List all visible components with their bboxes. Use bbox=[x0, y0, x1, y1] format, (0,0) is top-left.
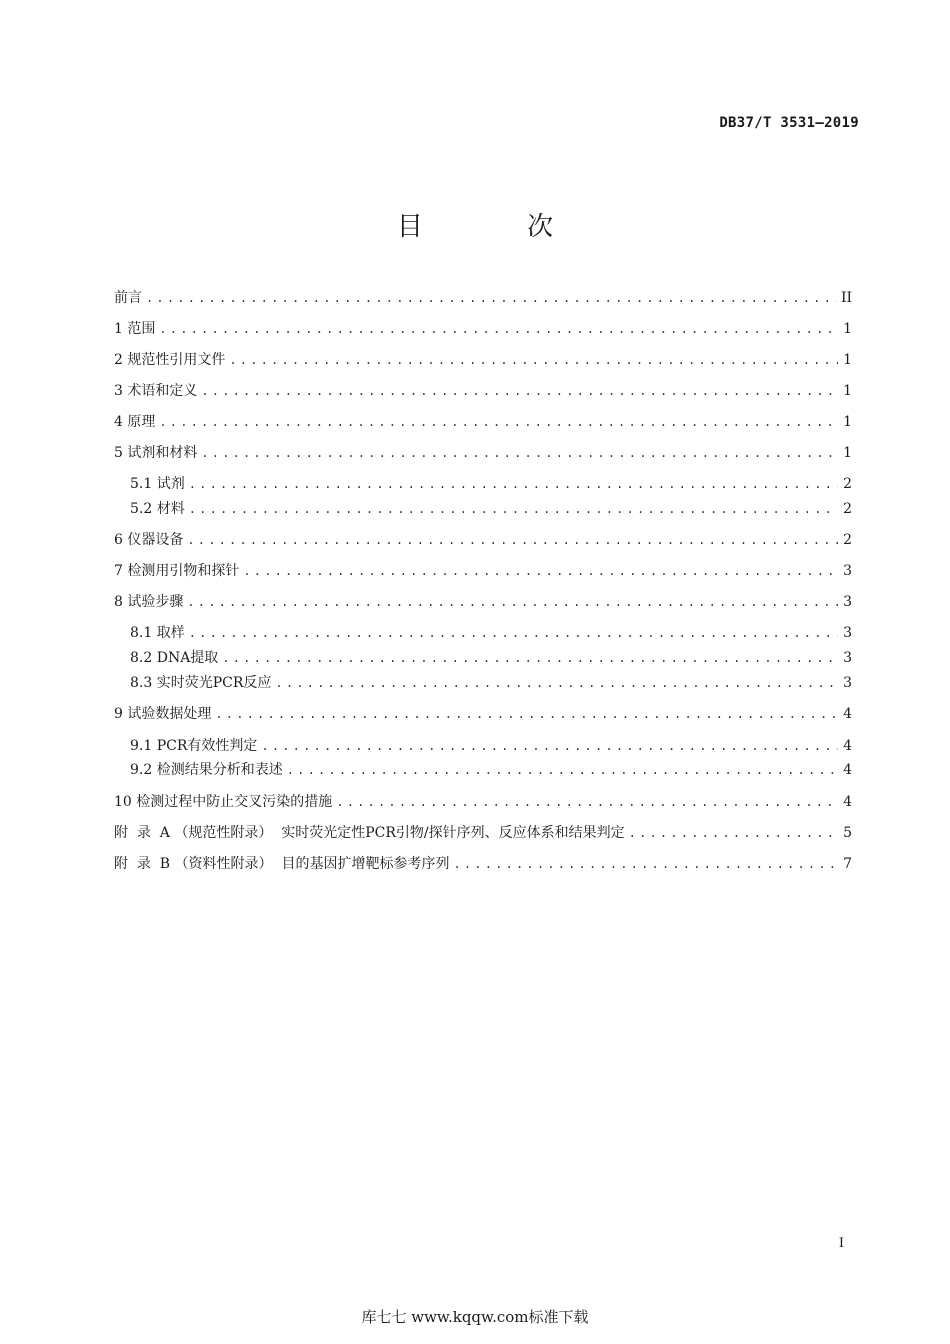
toc-leader bbox=[159, 320, 838, 338]
toc-leader bbox=[229, 351, 838, 369]
document-code: DB37/T 3531—2019 bbox=[719, 115, 859, 131]
toc-item-test-procedure[interactable] bbox=[114, 593, 852, 611]
toc-item-result-analysis[interactable] bbox=[130, 761, 852, 779]
toc-label: 6 仪器设备 bbox=[114, 532, 184, 548]
toc-page-number: 4 bbox=[843, 706, 852, 722]
toc-item-pcr-validity[interactable] bbox=[130, 737, 852, 755]
toc-page-number: 4 bbox=[843, 794, 852, 810]
toc-leader bbox=[243, 562, 838, 580]
toc-label: 附 录 A （规范性附录） 实时荧光定性PCR引物/探针序列、反应体系和结果判定 bbox=[114, 825, 625, 841]
toc-label: 附 录 B （资料性附录） 目的基因扩增靶标参考序列 bbox=[114, 856, 450, 872]
toc-label: 5.1 试剂 bbox=[130, 476, 185, 492]
toc-page-number: 3 bbox=[843, 563, 852, 579]
footer-watermark-text: 库七七 www.kqqw.com标准下载 bbox=[361, 1308, 589, 1326]
toc-leader bbox=[146, 289, 837, 307]
toc-label: 1 范围 bbox=[114, 321, 156, 337]
toc-page-number: 3 bbox=[843, 625, 852, 641]
toc-page-number: 1 bbox=[843, 321, 852, 337]
toc-item-appendix-b[interactable] bbox=[114, 855, 852, 873]
toc-label: 4 原理 bbox=[114, 414, 156, 430]
page-title: 目 次 bbox=[396, 212, 602, 242]
toc-label: 3 术语和定义 bbox=[114, 383, 198, 399]
toc-page-number: 1 bbox=[843, 414, 852, 430]
toc-leader bbox=[453, 855, 838, 873]
toc-leader bbox=[189, 500, 838, 518]
toc-page-number: 4 bbox=[843, 762, 852, 778]
toc-item-materials[interactable] bbox=[130, 500, 852, 518]
toc-leader bbox=[629, 824, 838, 842]
toc-leader bbox=[261, 737, 838, 755]
toc-page-number: 3 bbox=[843, 650, 852, 666]
toc-page-number: 1 bbox=[843, 383, 852, 399]
toc-label: 8.3 实时荧光PCR反应 bbox=[130, 675, 272, 691]
toc-leader bbox=[222, 649, 838, 667]
toc-label: 8.2 DNA提取 bbox=[130, 650, 219, 666]
toc-item-sampling[interactable] bbox=[130, 624, 852, 642]
toc-label: 10 检测过程中防止交叉污染的措施 bbox=[114, 794, 333, 810]
toc-label: 8.1 取样 bbox=[130, 625, 185, 641]
toc-leader bbox=[187, 531, 838, 549]
toc-item-normative-references[interactable] bbox=[114, 351, 852, 369]
toc-leader bbox=[201, 444, 838, 462]
toc-item-appendix-a[interactable] bbox=[114, 824, 852, 842]
toc-item-equipment[interactable] bbox=[114, 531, 852, 549]
toc-item-scope[interactable] bbox=[114, 320, 852, 338]
toc-item-reagents-materials[interactable] bbox=[114, 444, 852, 462]
toc-leader bbox=[336, 793, 838, 811]
toc-item-pcr-reaction[interactable] bbox=[130, 674, 852, 692]
toc-leader bbox=[287, 761, 838, 779]
toc-page-number: 5 bbox=[843, 825, 852, 841]
toc-leader bbox=[187, 593, 838, 611]
toc-leader bbox=[215, 705, 838, 723]
toc-page-number: 3 bbox=[843, 675, 852, 691]
toc-page-number: 7 bbox=[843, 856, 852, 872]
page-number: I bbox=[838, 1236, 844, 1251]
toc-leader bbox=[201, 382, 838, 400]
toc-page-number: 2 bbox=[843, 476, 852, 492]
toc-page-number: 3 bbox=[843, 594, 852, 610]
toc-label: 9 试验数据处理 bbox=[114, 706, 212, 722]
toc-page-number: 2 bbox=[843, 501, 852, 517]
toc-leader bbox=[275, 674, 838, 692]
toc-leader bbox=[189, 475, 838, 493]
toc-label: 5 试剂和材料 bbox=[114, 445, 198, 461]
toc-label: 9.1 PCR有效性判定 bbox=[130, 738, 258, 754]
toc-item-primers-probes[interactable] bbox=[114, 562, 852, 580]
toc-label: 前言 bbox=[114, 290, 142, 306]
toc-page-number: 1 bbox=[843, 352, 852, 368]
toc-leader bbox=[159, 413, 838, 431]
toc-leader bbox=[189, 624, 838, 642]
toc-page-number: II bbox=[840, 290, 852, 306]
toc-label: 7 检测用引物和探针 bbox=[114, 563, 240, 579]
toc-item-principle[interactable] bbox=[114, 413, 852, 431]
toc-item-contamination-prevention[interactable] bbox=[114, 793, 852, 811]
toc-item-foreword[interactable] bbox=[114, 289, 852, 307]
toc-page-number: 4 bbox=[843, 738, 852, 754]
toc-label: 5.2 材料 bbox=[130, 501, 185, 517]
toc-item-data-processing[interactable] bbox=[114, 705, 852, 723]
toc-page-number: 2 bbox=[843, 532, 852, 548]
toc-label: 8 试验步骤 bbox=[114, 594, 184, 610]
toc-item-terms[interactable] bbox=[114, 382, 852, 400]
toc-item-dna-extraction[interactable] bbox=[130, 649, 852, 667]
toc-label: 2 规范性引用文件 bbox=[114, 352, 226, 368]
toc-label: 9.2 检测结果分析和表述 bbox=[130, 762, 283, 778]
toc-page-number: 1 bbox=[843, 445, 852, 461]
toc-item-reagents[interactable] bbox=[130, 475, 852, 493]
